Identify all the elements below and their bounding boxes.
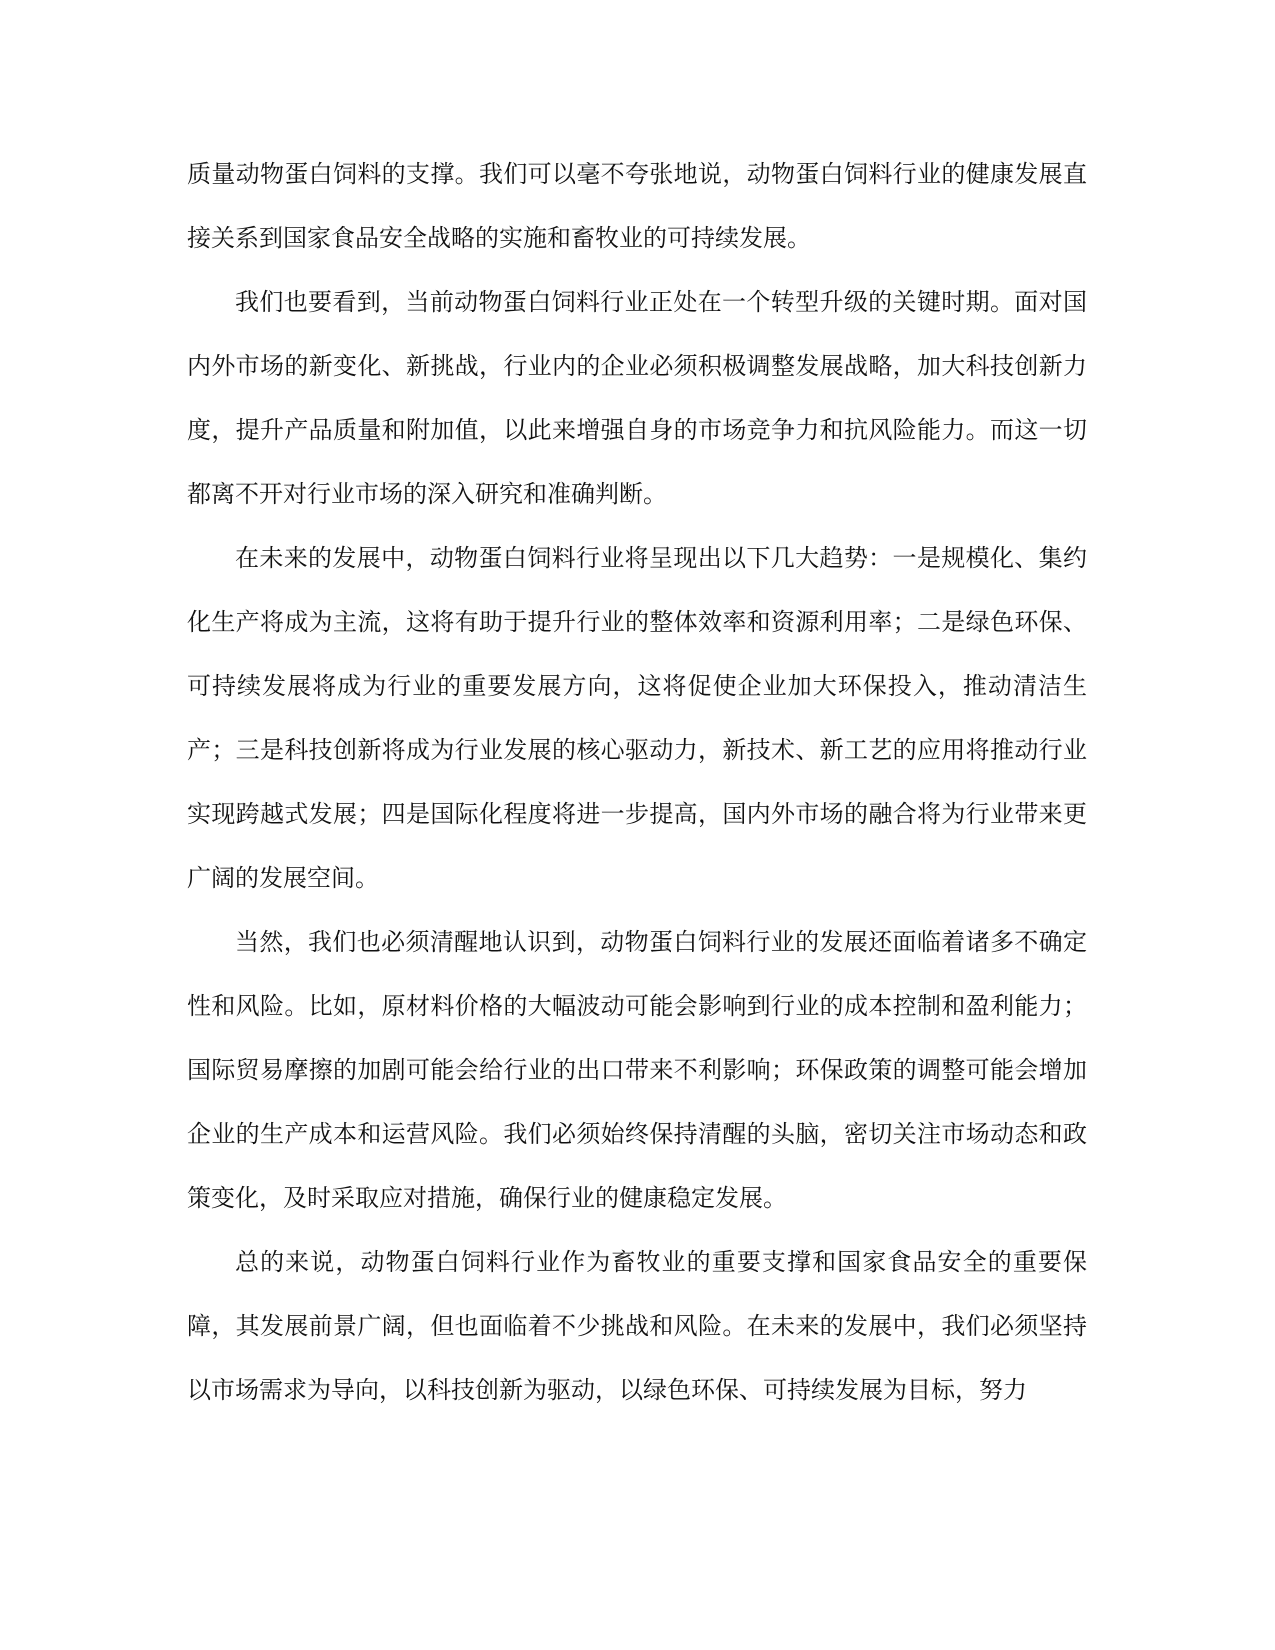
document-body	[187, 142, 1087, 1422]
paragraph-future-trends: 在未来的发展中，动物蛋白饲料行业将呈现出以下几大趋势：一是规模化、集约化生产将成为主流，这将有助于提升行业的整体效率和资源利用率；二是绿色环保、可持续发展将成为行业的重要发展方向，这将促使企业加大环保投入，推动清洁生产；三是科技创新将成为行业发展的核心驱动力，新技术、新工艺的应用将推动行业实现跨越式发展；四是国际化程度将进一步提高，国内外市场的融合将为行业带来更广阔的发展空间。	[187, 544, 1087, 892]
paragraph-summary: 总的来说，动物蛋白饲料行业作为畜牧业的重要支撑和国家食品安全的重要保障，其发展前景广阔，但也面临着不少挑战和风险。在未来的发展中，我们必须坚持以市场需求为导向，以科技创新为驱动，以绿色环保、可持续发展为目标，努力	[187, 1248, 1087, 1404]
paragraph-transition-period: 我们也要看到，当前动物蛋白饲料行业正处在一个转型升级的关键时期。面对国内外市场的新变化、新挑战，行业内的企业必须积极调整发展战略，加大科技创新力度，提升产品质量和附加值，以此来增强自身的市场竞争力和抗风险能力。而这一切都离不开对行业市场的深入研究和准确判断。	[187, 288, 1087, 508]
paragraph-continued: 质量动物蛋白饲料的支撑。我们可以毫不夸张地说，动物蛋白饲料行业的健康发展直接关系到国家食品安全战略的实施和畜牧业的可持续发展。	[187, 160, 1087, 252]
paragraph-risks: 当然，我们也必须清醒地认识到，动物蛋白饲料行业的发展还面临着诸多不确定性和风险。比如，原材料价格的大幅波动可能会影响到行业的成本控制和盈利能力；国际贸易摩擦的加剧可能会给行业的出口带来不利影响；环保政策的调整可能会增加企业的生产成本和运营风险。我们必须始终保持清醒的头脑，密切关注市场动态和政策变化，及时采取应对措施，确保行业的健康稳定发展。	[187, 928, 1087, 1212]
